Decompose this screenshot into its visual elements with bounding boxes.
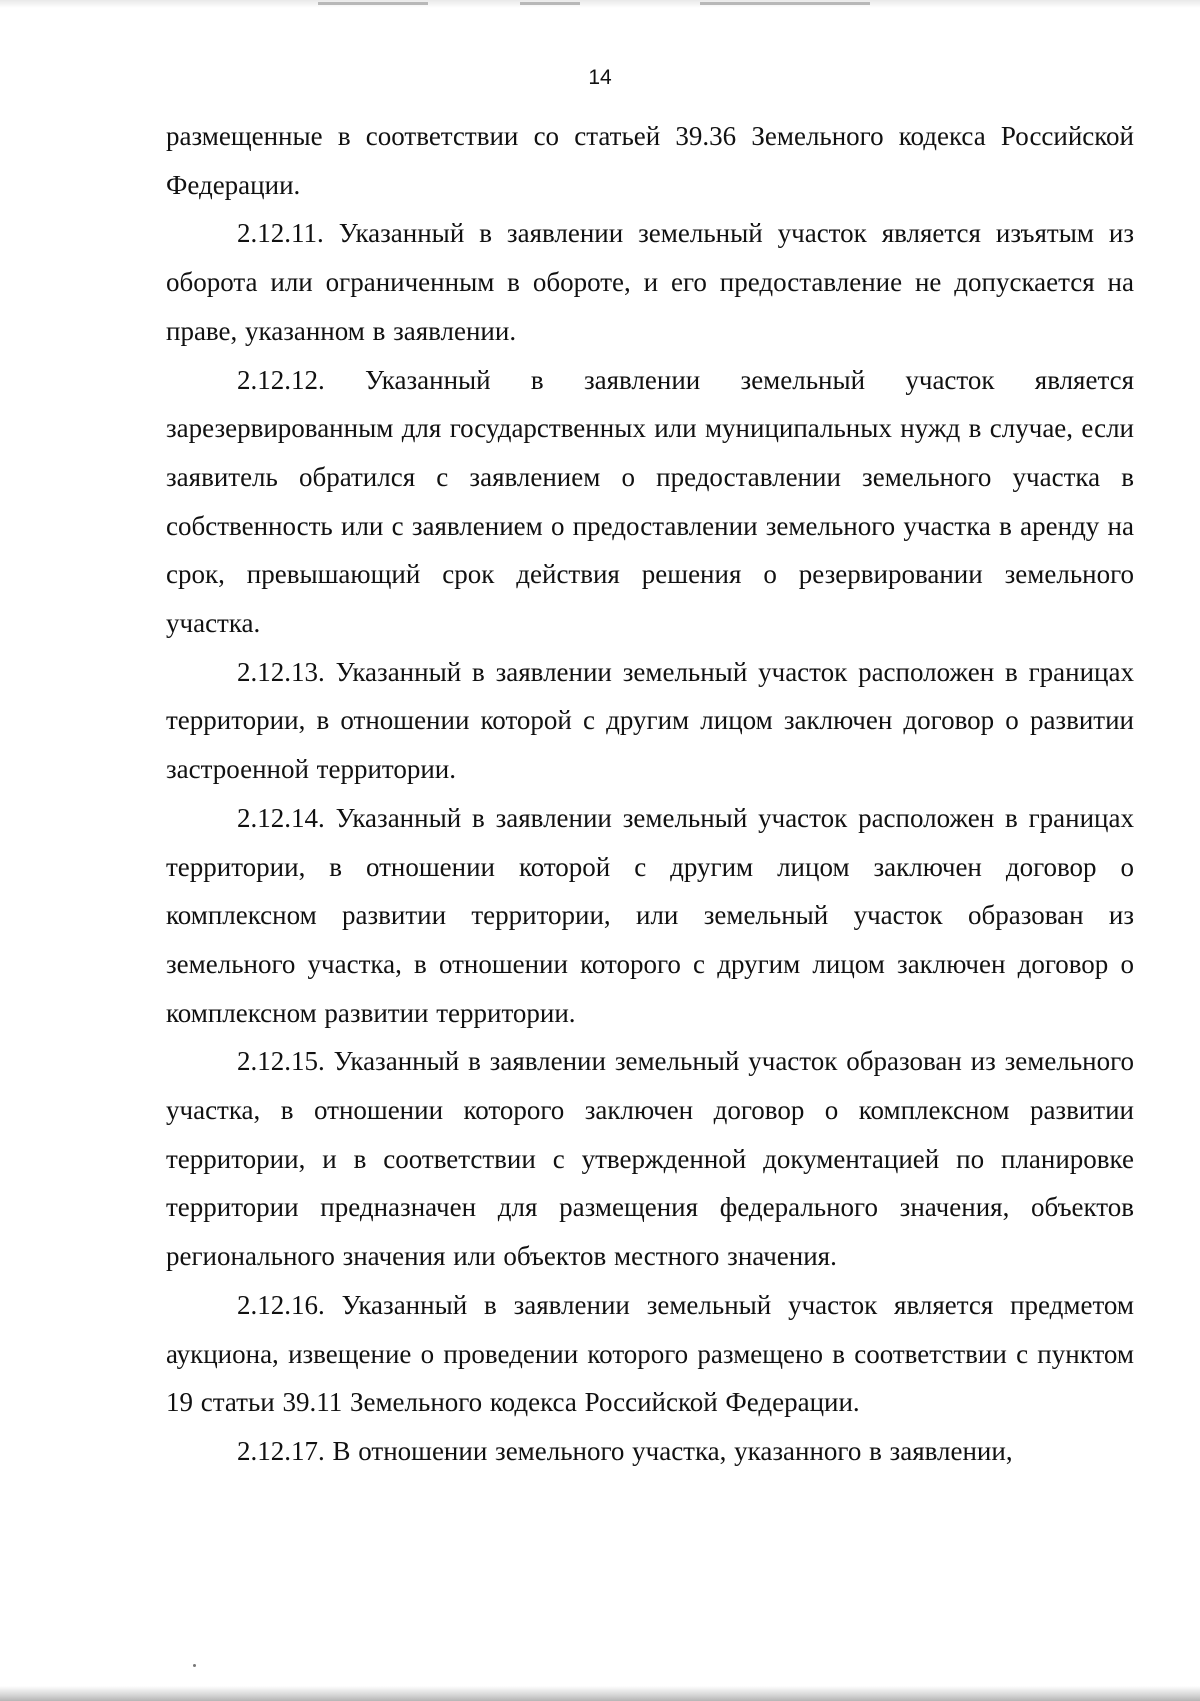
paragraph-2-12-15: 2.12.15. Указанный в заявлении земельный участок образован из земельного участка, в отношении которого заключен договор о комплексном развитии территории, и в соответствии с утвержденной документацией по планировке территории предназначен для размещения федерального значения, объектов регионального значения или объектов местного значения. <box>166 1046 1134 1272</box>
paragraph-continuation: размещенные в соответствии со статьей 39.36 Земельного кодекса Российской Федерации. <box>166 121 1134 200</box>
paragraph-2-12-16: 2.12.16. Указанный в заявлении земельный участок является предметом аукциона, извещение о проведении которого размещено в соответствии с пунктом 19 статьи 39.11 Земельного кодекса Российской Федерации. <box>166 1289 1134 1418</box>
page-number: 14 <box>588 66 612 89</box>
scan-top-edge <box>0 0 1200 8</box>
scan-artifact <box>700 2 870 5</box>
document-body <box>166 112 1134 1476</box>
scan-artifact <box>520 2 580 5</box>
scan-artifact <box>193 1664 196 1667</box>
paragraph-2-12-13: 2.12.13. Указанный в заявлении земельный участок расположен в границах территории, в отношении которой с другим лицом заключен договор о развитии застроенной территории. <box>166 656 1134 785</box>
scan-artifact <box>318 2 428 5</box>
paragraph-2-12-14: 2.12.14. Указанный в заявлении земельный участок расположен в границах территории, в отношении которой с другим лицом заключен договор о комплексном развитии территории, или земельный участок образован из земельного участка, в отношении которого с другим лицом заключен договор о комплексном развитии территории. <box>166 802 1134 1028</box>
paragraph-2-12-17: 2.12.17. В отношении земельного участка, указанного в заявлении, <box>237 1435 1013 1466</box>
paragraph-2-12-12: 2.12.12. Указанный в заявлении земельный участок является зарезервированным для государственных или муниципальных нужд в случае, если заявитель обратился с заявлением о предоставлении земельного участка в собственность или с заявлением о предоставлении земельного участка в аренду на срок, превышающий срок действия решения о резервировании земельного участка. <box>166 364 1134 639</box>
scan-bottom-edge <box>0 1686 1200 1701</box>
paragraph-2-12-11: 2.12.11. Указанный в заявлении земельный участок является изъятым из оборота или ограниченным в обороте, и его предоставление не допускается на праве, указанном в заявлении. <box>166 218 1134 346</box>
